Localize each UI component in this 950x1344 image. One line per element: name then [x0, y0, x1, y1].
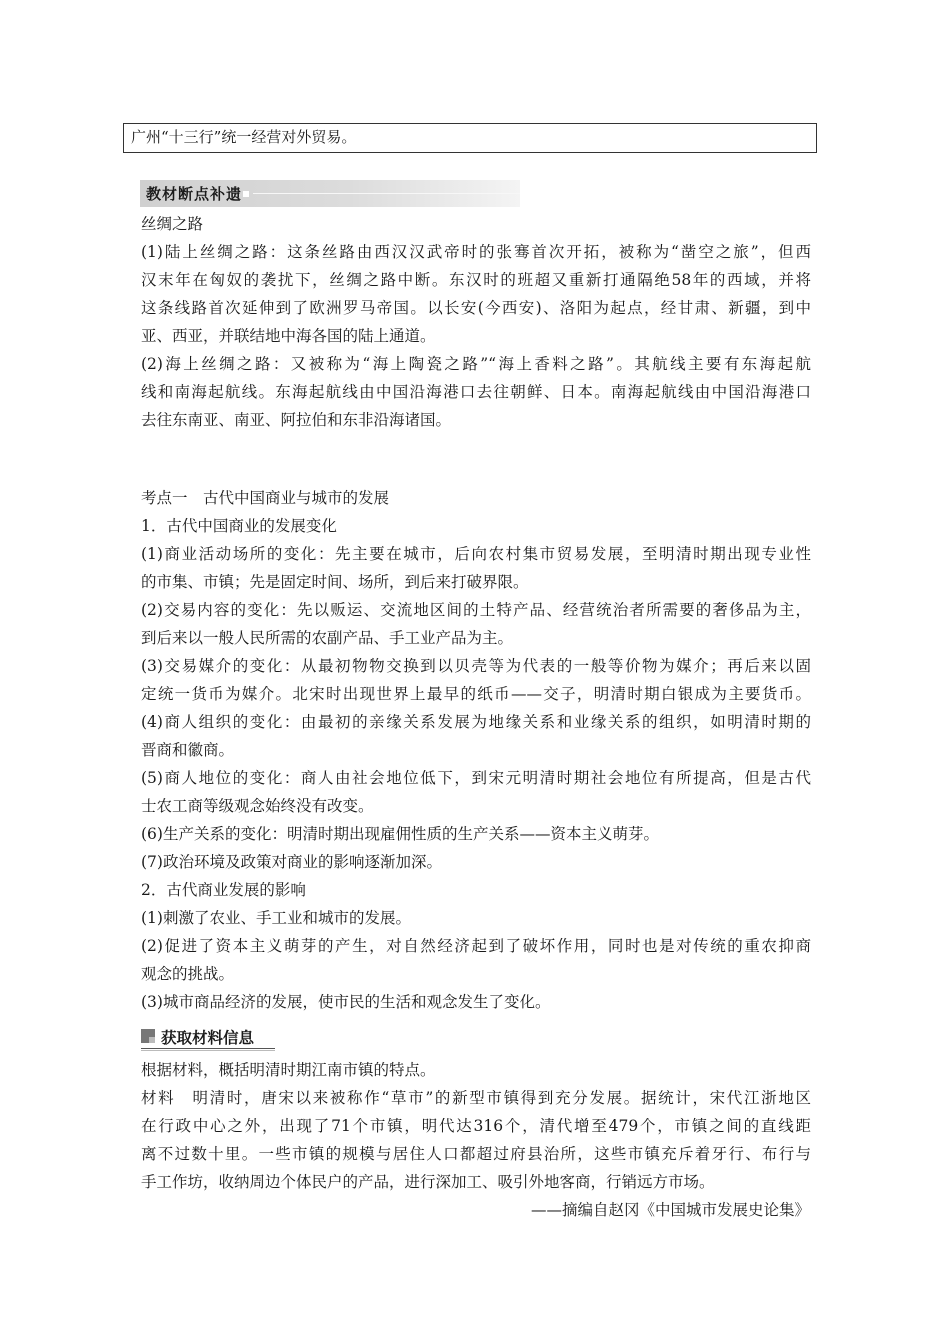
material-section-title: 获取材料信息: [161, 1028, 255, 1047]
top-box: [123, 123, 817, 153]
sub2-line: 观念的挑战。: [141, 965, 235, 983]
kaodian-sub1: 1．古代中国商业的发展变化: [141, 517, 337, 535]
material-line: 离不过数十里。一些市镇的规模与居住人口都超过府县治所，这些市镇充斥着牙行、布行与: [141, 1145, 811, 1163]
sub1-line: 士农工商等级观念始终没有改变。: [141, 797, 374, 815]
top-box-text: 广州“十三行”统一经营对外贸易。: [131, 128, 357, 146]
material-line: 手工作坊，收纳周边个体民户的产品，进行深加工、吸引外地客商，行销远方市场。: [141, 1173, 715, 1191]
material-source: ——摘编自赵冈《中国城市发展史论集》: [530, 1201, 810, 1219]
sea-line: (2)海上丝绸之路：又被称为“海上陶瓷之路”“海上香料之路”。其航线主要有东海起航: [141, 355, 811, 373]
land-line: 亚、西亚，并联结地中海各国的陆上通道。: [141, 327, 436, 345]
sub2-line: (2)促进了资本主义萌芽的产生，对自然经济起到了破坏作用，同时也是对传统的重农抑商: [141, 937, 811, 955]
sub1-line: 晋商和徽商。: [141, 741, 235, 759]
section-underline-light: [141, 1050, 275, 1051]
square-bullet-icon: [141, 1029, 155, 1043]
sub2-line: (1)刺激了农业、手工业和城市的发展。: [141, 909, 411, 927]
sub1-line: 的市集、市镇；先是固定时间、场所，到后来打破界限。: [141, 573, 529, 591]
sub1-line: (6)生产关系的变化：明清时期出现雇佣性质的生产关系——资本主义萌芽。: [141, 825, 659, 843]
material-question: 根据材料，概括明清时期江南市镇的特点。: [141, 1061, 436, 1079]
banner-divider: [253, 193, 520, 194]
section-underline: [141, 1048, 275, 1049]
supplement-heading: 丝绸之路: [141, 215, 204, 233]
sub1-line: 定统一货币为媒介。北宋时出现世界上最早的纸币——交子，明清时期白银成为主要货币。: [141, 685, 811, 703]
sub1-line: (5)商人地位的变化：商人由社会地位低下，到宋元明清时期社会地位有所提高，但是古代: [141, 769, 811, 787]
material-line: 在行政中心之外，出现了71个市镇，明代达316个，清代增至479个，市镇之间的直线距: [141, 1117, 811, 1135]
banner-square-icon: [243, 191, 249, 197]
land-line: 这条线路首次延伸到了欧洲罗马帝国。以长安(今西安)、洛阳为起点，经甘肃、新疆，到中: [141, 299, 811, 317]
sub1-line: (7)政治环境及政策对商业的影响逐渐加深。: [141, 853, 442, 871]
sub2-line: (3)城市商品经济的发展，使市民的生活和观念发生了变化。: [141, 993, 551, 1011]
land-line: (1)陆上丝绸之路：这条丝路由西汉汉武帝时的张骞首次开拓，被称为“凿空之旅”，但西: [141, 243, 811, 261]
sea-line: 线和南海起航线。东海起航线由中国沿海港口去往朝鲜、日本。南海起航线由中国沿海港口: [141, 383, 811, 401]
kaodian-sub2: 2．古代商业发展的影响: [141, 881, 306, 899]
land-line: 汉末年在匈奴的袭扰下，丝绸之路中断。东汉时的班超又重新打通隔绝58年的西域，并将: [141, 271, 811, 289]
sea-line: 去往东南亚、南亚、阿拉伯和东非沿海诸国。: [141, 411, 452, 429]
supplement-banner: [140, 180, 520, 207]
sub1-line: (3)交易媒介的变化：从最初物物交换到以贝壳等为代表的一般等价物为媒介；再后来以固: [141, 657, 811, 675]
kaodian-title: 考点一 古代中国商业与城市的发展: [141, 489, 390, 507]
sub1-line: (2)交易内容的变化：先以贩运、交流地区间的土特产品、经营统治者所需要的奢侈品为主，: [141, 601, 811, 619]
sub1-line: (4)商人组织的变化：由最初的亲缘关系发展为地缘关系和业缘关系的组织，如明清时期的: [141, 713, 811, 731]
sub1-line: 到后来以一般人民所需的农副产品、手工业产品为主。: [141, 629, 514, 647]
sub1-line: (1)商业活动场所的变化：先主要在城市，后向农村集市贸易发展，至明清时期出现专业性: [141, 545, 811, 563]
supplement-banner-title: 教材断点补遗: [146, 185, 243, 203]
material-line: 材料 明清时，唐宋以来被称作“草市”的新型市镇得到充分发展。据统计，宋代江浙地区: [141, 1089, 811, 1107]
